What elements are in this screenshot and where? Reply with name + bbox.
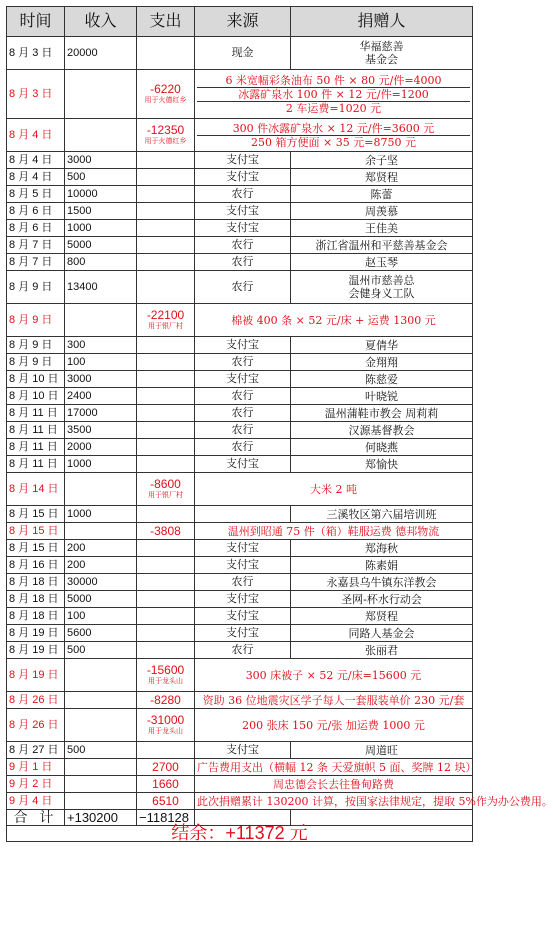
row-source: 支付宝 [195,608,291,625]
row-donor [291,456,473,473]
expense-row [7,709,473,742]
row-income: 300 [65,337,137,354]
expense-amount: 1660 [152,776,179,791]
row-income: 800 [65,254,137,271]
row-expense [137,557,195,574]
row-income: 1000 [65,456,137,473]
row-income: 5000 [65,237,137,254]
expense-details [195,119,473,152]
income-row [7,439,473,456]
row-expense [137,439,195,456]
row-donor [291,540,473,557]
row-expense [137,422,195,439]
row-income: 1000 [65,220,137,237]
row-income: 30000 [65,574,137,591]
balance-text: 结余：+11372 元 [7,826,473,842]
expense-purpose-note: 用于龙头山 [148,728,183,735]
income-row [7,37,473,70]
income-row [7,237,473,254]
expense-amount: 2700 [152,759,179,774]
row-donor [291,642,473,659]
row-date: 8 月 19 日 [7,642,65,659]
row-donor [291,557,473,574]
header-date: 时间 [7,7,65,37]
expense-detail-line: 6 米宽幅彩条油布 50 件 × 80 元/件=4000 [225,73,442,87]
expense-purpose-note: 用于火德红乡 [144,138,187,145]
row-expense [137,304,195,337]
expense-purpose-note: 用于银厂村 [148,323,183,330]
row-expense [137,608,195,625]
donation-ledger-table [6,6,553,843]
expense-details [195,70,473,119]
row-expense [137,473,195,506]
row-donor [291,371,473,388]
row-date: 8 月 15 日 [7,540,65,557]
header-row [7,7,473,37]
header-source: 来源 [195,7,291,37]
expense-details [195,793,553,810]
row-date: 8 月 6 日 [7,220,65,237]
row-source: 支付宝 [195,540,291,557]
row-expense [137,388,195,405]
donor-name-line: 华福慈善 [359,40,404,53]
income-row [7,742,473,759]
row-income: 500 [65,742,137,759]
row-donor [291,254,473,271]
expense-detail-line: 300 件冰露矿泉水 × 12 元/件=3600 元 [232,121,435,135]
ledger-body [7,37,553,810]
row-date: 8 月 15 日 [7,523,65,540]
row-date: 9 月 2 日 [7,776,65,793]
row-expense [137,169,195,186]
row-source: 现金 [195,37,291,70]
row-income [65,304,137,337]
row-date: 8 月 10 日 [7,388,65,405]
row-date: 8 月 4 日 [7,152,65,169]
row-source: 农行 [195,405,291,422]
donor-name-line: 浙江省温州和平慈善基金会 [315,238,448,252]
expense-detail-line: 周忠德会长去往鲁甸路费 [273,777,394,791]
row-date: 8 月 3 日 [7,70,65,119]
row-source: 支付宝 [195,591,291,608]
row-expense [137,371,195,388]
expense-amount: -31000 [146,713,185,727]
row-date: 8 月 11 日 [7,439,65,456]
row-donor [291,220,473,237]
expense-row [7,119,473,152]
expense-row [7,523,473,540]
expense-row [7,793,473,810]
row-date: 8 月 18 日 [7,574,65,591]
header-donor: 捐赠人 [291,7,473,37]
donor-name-line: 金翔翔 [365,355,398,369]
donor-name-line: 圣网-杯水行动会 [341,592,422,606]
row-donor [291,354,473,371]
row-income: 3000 [65,371,137,388]
row-income [65,119,137,152]
row-expense [137,70,195,119]
row-date: 8 月 26 日 [7,692,65,709]
expense-details [195,659,473,692]
expense-detail-line: 冰露矿泉水 100 件 × 12 元/件=1200 [197,87,470,101]
row-income: 200 [65,540,137,557]
donor-name-line: 永嘉县乌牛镇东洋教会 [326,575,437,589]
donor-name-line: 夏倩华 [365,338,398,352]
expense-detail-line: 250 箱方便面 × 35 元=8750 元 [197,135,470,149]
row-expense [137,186,195,203]
donor-name-line: 郑愉快 [365,457,398,471]
row-expense [137,254,195,271]
row-source: 农行 [195,354,291,371]
income-row [7,456,473,473]
row-source: 农行 [195,237,291,254]
row-expense [137,642,195,659]
expense-row [7,759,473,776]
total-label: 合 计 [7,810,65,826]
donor-name-line: 温州市慈善总 [348,274,415,287]
total-income: +130200 [65,810,137,826]
row-source: 农行 [195,271,291,304]
row-source: 支付宝 [195,152,291,169]
income-row [7,422,473,439]
row-income: 3500 [65,422,137,439]
expense-amount: -15600 [146,663,185,677]
row-income [65,759,137,776]
row-donor [291,506,473,523]
row-donor [291,591,473,608]
row-expense [137,354,195,371]
income-row [7,186,473,203]
row-income [65,659,137,692]
income-row [7,557,473,574]
row-expense [137,692,195,709]
row-income: 500 [65,169,137,186]
row-income: 500 [65,642,137,659]
row-date: 8 月 18 日 [7,608,65,625]
row-date: 8 月 11 日 [7,422,65,439]
row-date: 8 月 6 日 [7,203,65,220]
total-empty-donor [291,810,473,826]
row-expense [137,119,195,152]
row-source: 农行 [195,642,291,659]
row-income [65,776,137,793]
income-row [7,337,473,354]
row-source: 支付宝 [195,220,291,237]
row-income: 5000 [65,591,137,608]
expense-row [7,776,473,793]
header-expense: 支出 [137,7,195,37]
row-income: 200 [65,557,137,574]
row-source: 农行 [195,186,291,203]
row-date: 8 月 19 日 [7,625,65,642]
row-donor [291,608,473,625]
row-source: 支付宝 [195,456,291,473]
row-date: 8 月 18 日 [7,591,65,608]
expense-details [195,523,473,540]
row-expense [137,793,195,810]
expense-purpose-note: 用于银厂村 [148,492,183,499]
row-source: 支付宝 [195,371,291,388]
income-row [7,625,473,642]
expense-amount: -3808 [150,523,181,538]
row-donor [291,186,473,203]
row-donor [291,203,473,220]
row-donor [291,742,473,759]
row-date: 8 月 9 日 [7,304,65,337]
expense-row [7,304,473,337]
income-row [7,254,473,271]
row-donor [291,152,473,169]
expense-detail-line: 2 车运费=1020 元 [197,101,470,115]
donor-name-line: 陈蕾 [370,187,393,201]
income-row [7,371,473,388]
donor-name-line: 汉源基督教会 [348,423,415,437]
row-expense [137,523,195,540]
expense-detail-line: 广告费用支出（横幅 12 条 天爱旗帜 5 面、奖牌 12 块） [197,760,477,774]
row-date: 8 月 3 日 [7,37,65,70]
expense-detail-line: 棉被 400 条 × 52 元/床 + 运费 1300 元 [231,313,436,327]
row-donor [291,337,473,354]
row-expense [137,506,195,523]
row-source: 农行 [195,422,291,439]
row-source: 支付宝 [195,557,291,574]
expense-detail-line: 此次捐赠累计 130200 计算，按国家法律规定，提取 5%作为办公费用。 [197,794,553,808]
expense-details [195,759,477,776]
income-row [7,169,473,186]
row-date: 8 月 27 日 [7,742,65,759]
row-income: 1000 [65,506,137,523]
donor-name-line: 陈素娟 [365,558,398,572]
row-source: 农行 [195,439,291,456]
row-expense [137,709,195,742]
row-expense [137,659,195,692]
row-expense [137,237,195,254]
expense-amount: -12350 [146,123,185,137]
donor-name-line: 郑贤程 [365,609,398,623]
donor-name-line: 基金会 [365,53,398,66]
row-donor [291,574,473,591]
donor-name-line: 三溪牧区第六届培训班 [326,507,437,521]
income-row [7,642,473,659]
row-expense [137,456,195,473]
expense-amount: -8600 [150,477,181,491]
donor-name-line: 周道旺 [365,743,398,757]
row-donor [291,388,473,405]
income-row [7,540,473,557]
row-income: 5600 [65,625,137,642]
row-source: 农行 [195,388,291,405]
row-expense [137,37,195,70]
expense-amount: -22100 [146,308,185,322]
expense-row [7,473,473,506]
donor-name-line: 同路人基金会 [348,626,415,640]
row-income: 2400 [65,388,137,405]
expense-detail-line: 200 张床 150 元/张 加运费 1000 元 [242,718,425,732]
donor-name-line: 温州蒲鞋市教会 周莉莉 [324,406,439,420]
row-source [195,506,291,523]
income-row [7,405,473,422]
expense-details [195,692,473,709]
row-date: 8 月 9 日 [7,337,65,354]
row-date: 8 月 16 日 [7,557,65,574]
row-expense [137,776,195,793]
donor-name-line: 余子坚 [365,153,398,167]
row-date: 8 月 7 日 [7,254,65,271]
row-date: 8 月 19 日 [7,659,65,692]
donor-name-line: 周羡慕 [365,204,398,218]
row-income [65,523,137,540]
row-expense [137,337,195,354]
row-expense [137,203,195,220]
row-date: 9 月 1 日 [7,759,65,776]
total-expense: −118128 [137,810,195,826]
row-date: 8 月 9 日 [7,271,65,304]
row-date: 9 月 4 日 [7,793,65,810]
row-donor [291,625,473,642]
row-source: 支付宝 [195,169,291,186]
row-income: 20000 [65,37,137,70]
expense-detail-line: 资助 36 位地震灾区学子每人一套服装单价 230 元/套 [202,693,465,707]
row-date: 8 月 9 日 [7,354,65,371]
income-row [7,152,473,169]
row-expense [137,220,195,237]
row-source: 农行 [195,254,291,271]
row-expense [137,405,195,422]
row-donor [291,405,473,422]
donor-name-line: 叶晓锐 [365,389,398,403]
row-income: 3000 [65,152,137,169]
row-date: 8 月 7 日 [7,237,65,254]
row-date: 8 月 11 日 [7,405,65,422]
row-source: 支付宝 [195,625,291,642]
income-row [7,203,473,220]
row-expense [137,152,195,169]
row-income [65,793,137,810]
row-donor [291,271,473,304]
row-income [65,709,137,742]
row-income: 1500 [65,203,137,220]
row-date: 8 月 10 日 [7,371,65,388]
donor-name-line: 赵玉琴 [365,255,398,269]
donor-name-line: 王佳美 [365,221,398,235]
row-expense [137,591,195,608]
row-expense [137,625,195,642]
donor-name-line: 何晓燕 [365,440,398,454]
row-date: 8 月 4 日 [7,169,65,186]
expense-details [195,709,473,742]
donor-name-line: 会健身义工队 [348,287,415,300]
income-row [7,354,473,371]
row-source: 农行 [195,574,291,591]
row-date: 8 月 5 日 [7,186,65,203]
income-row [7,574,473,591]
expense-details [195,776,473,793]
income-row [7,608,473,625]
row-income [65,473,137,506]
expense-details [195,473,473,506]
row-income: 2000 [65,439,137,456]
donor-name-line: 郑贤程 [365,170,398,184]
expense-detail-line: 温州到昭通 75 件（箱）鞋服运费 德邦物流 [227,524,440,538]
row-income: 100 [65,354,137,371]
row-date: 8 月 14 日 [7,473,65,506]
row-donor [291,237,473,254]
row-income [65,692,137,709]
row-expense [137,271,195,304]
header-income: 收入 [65,7,137,37]
row-source: 支付宝 [195,203,291,220]
expense-purpose-note: 用于火德红乡 [144,97,187,104]
expense-detail-line: 大米 2 吨 [310,482,357,496]
row-date: 8 月 11 日 [7,456,65,473]
expense-amount: -6220 [150,82,181,96]
row-income [65,70,137,119]
row-expense [137,742,195,759]
income-row [7,506,473,523]
expense-amount: 6510 [152,793,179,808]
expense-amount: -8280 [150,692,181,707]
expense-purpose-note: 用于龙头山 [148,678,183,685]
expense-details [195,304,473,337]
income-row [7,271,473,304]
row-date: 8 月 4 日 [7,119,65,152]
row-income: 13400 [65,271,137,304]
expense-row [7,70,473,119]
row-date: 8 月 15 日 [7,506,65,523]
income-row [7,220,473,237]
expense-row [7,692,473,709]
row-date: 8 月 26 日 [7,709,65,742]
row-source: 支付宝 [195,742,291,759]
donor-name-line: 张丽君 [365,643,398,657]
income-row [7,388,473,405]
row-expense [137,574,195,591]
row-expense [137,540,195,557]
donor-name-line: 郑海秋 [365,541,398,555]
income-row [7,591,473,608]
row-income: 10000 [65,186,137,203]
row-income: 100 [65,608,137,625]
row-donor [291,169,473,186]
expense-detail-line: 300 床被子 × 52 元/床=15600 元 [245,668,422,682]
row-expense [137,759,195,776]
balance-row [7,826,473,842]
donor-name-line: 陈慈爱 [365,372,398,386]
row-source: 支付宝 [195,337,291,354]
row-donor [291,422,473,439]
expense-row [7,659,473,692]
row-income: 17000 [65,405,137,422]
row-donor [291,439,473,456]
row-donor [291,37,473,70]
